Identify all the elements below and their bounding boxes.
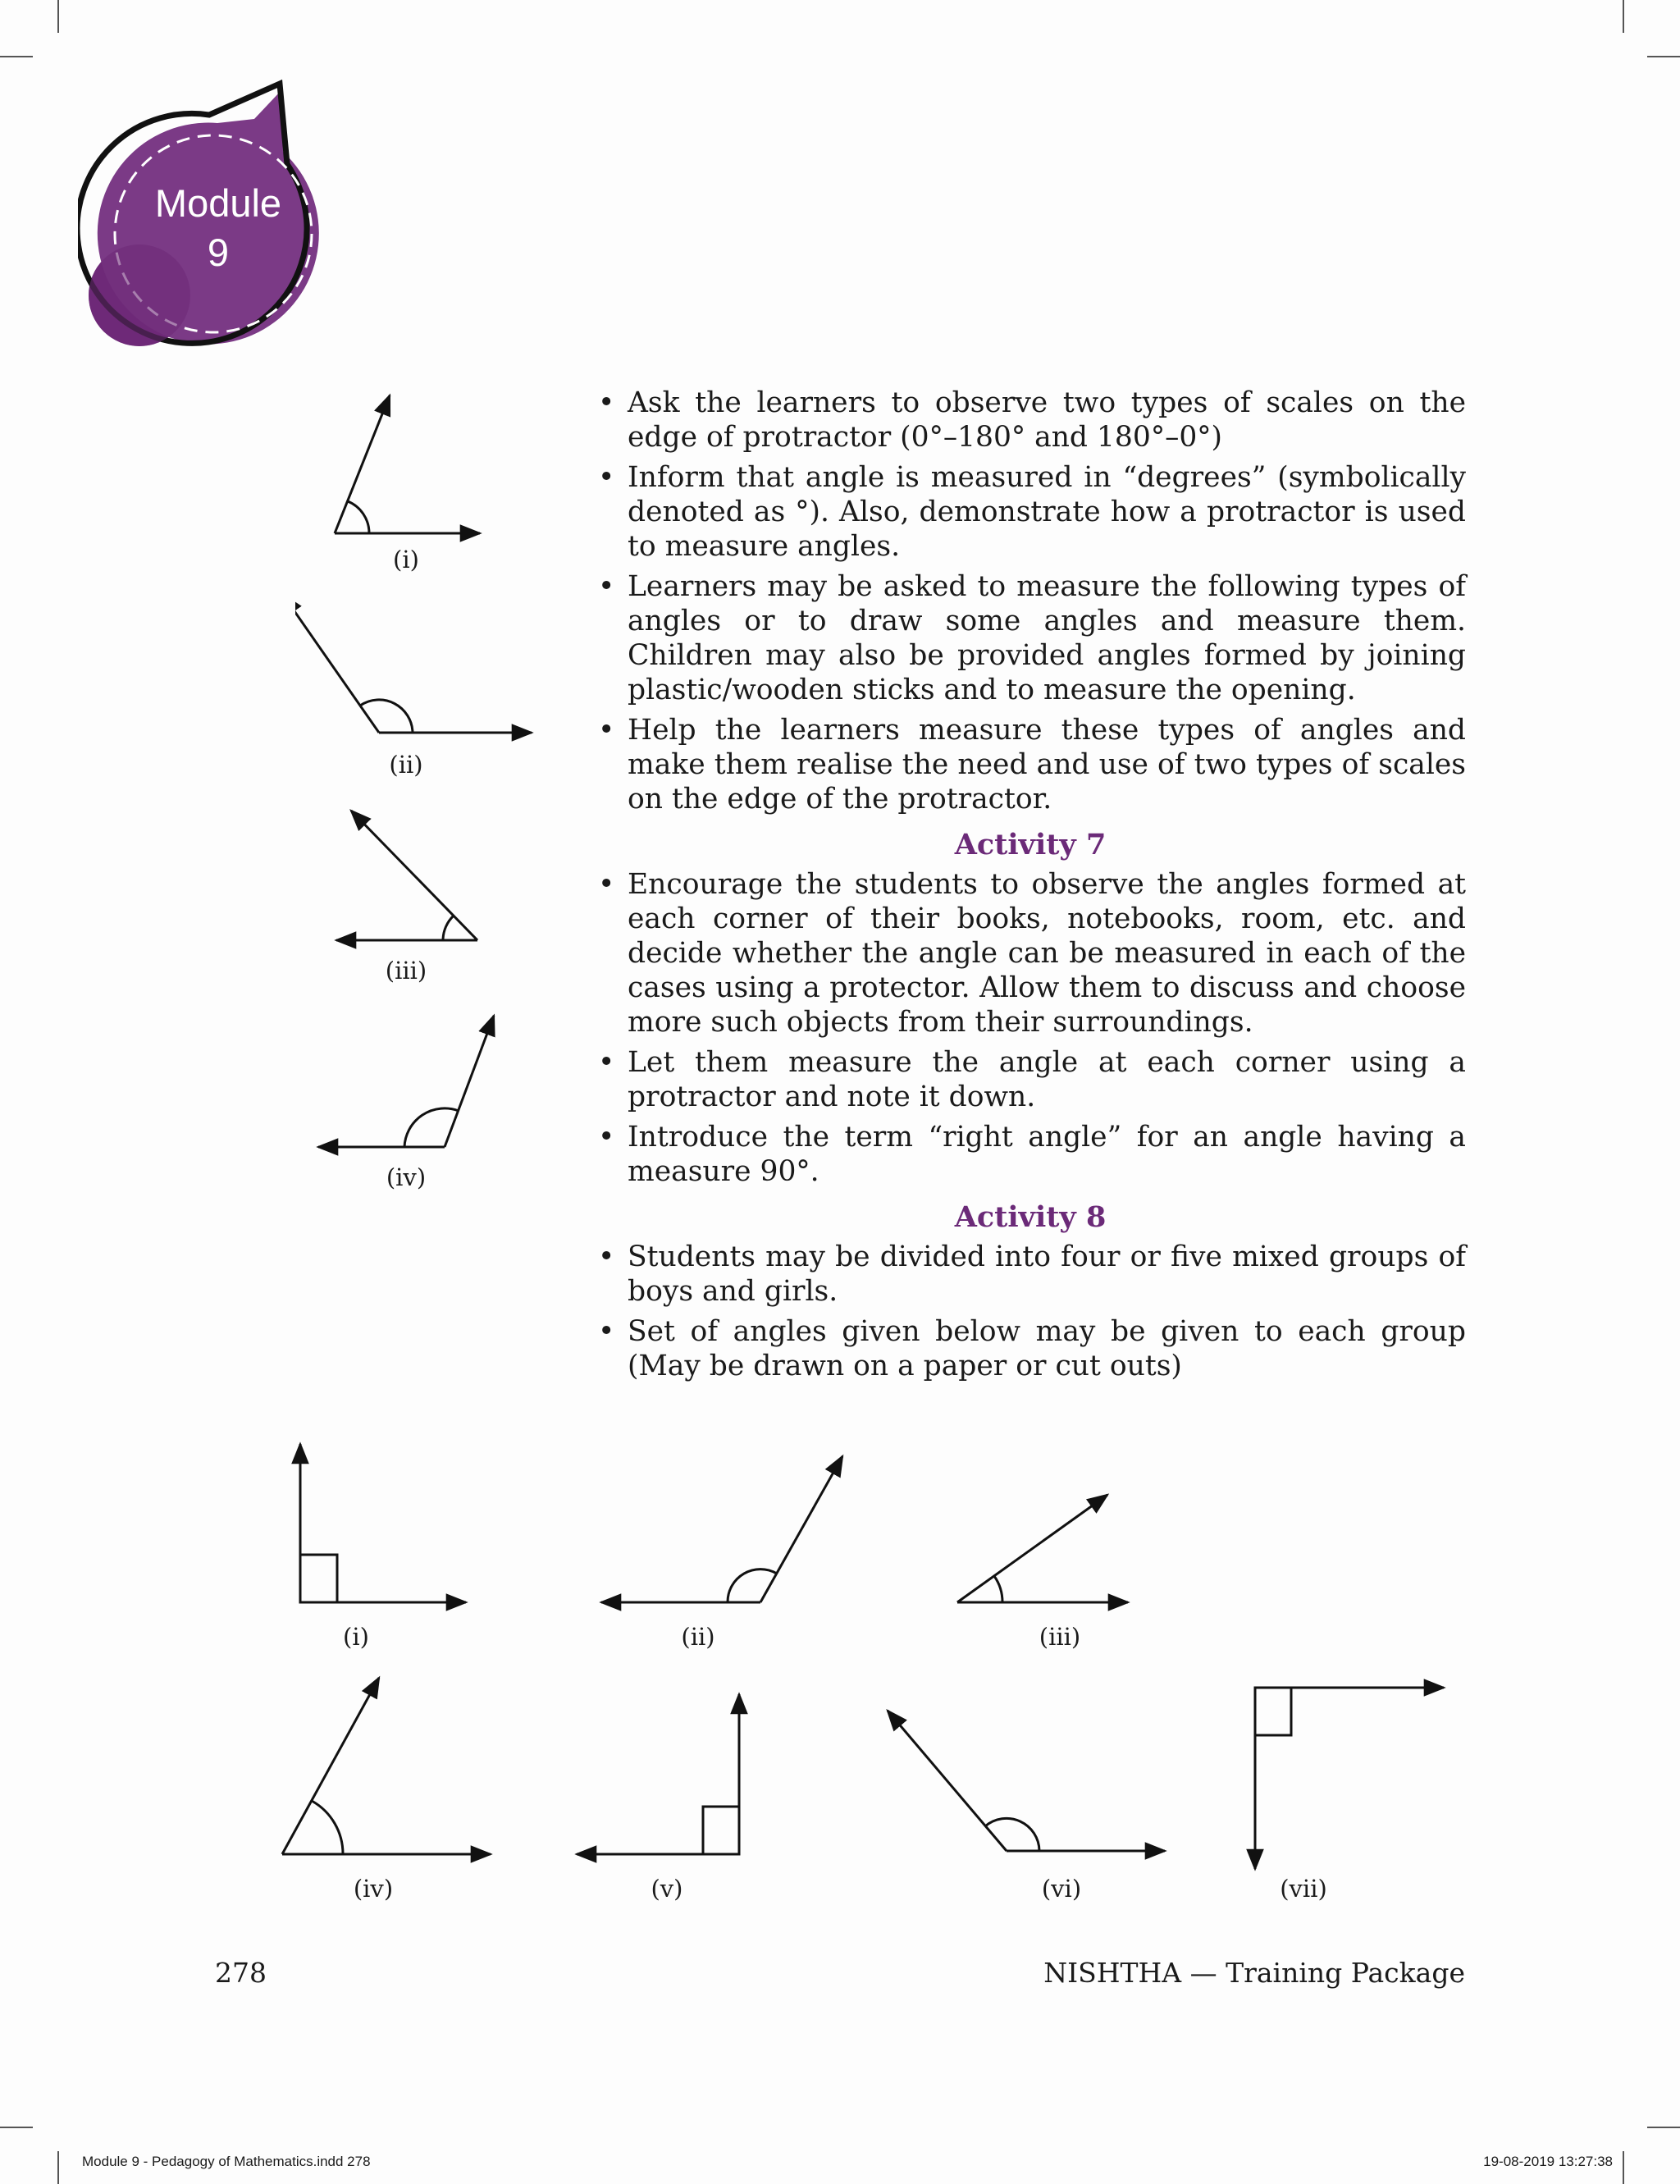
crop-mark	[1647, 2127, 1680, 2128]
bullet-item: • Help the learners measure these types of angles and make them realise the need and use of two types of scales on the edge of the protractor.	[595, 713, 1466, 816]
crop-mark	[0, 2127, 33, 2128]
bullet-item: • Students may be divided into four or five mixed groups of boys and girls.	[595, 1240, 1466, 1309]
page-number: 278	[215, 1957, 267, 1989]
bottom-angle-figure-v	[577, 1694, 739, 1854]
main-content	[595, 386, 1466, 1389]
bullet-item: • Introduce the term “right angle” for an angle having a measure 90°.	[595, 1120, 1466, 1189]
bullet-item: • Ask the learners to observe two types of scales on the edge of protractor (0°–180° and 180°–0°)	[595, 386, 1466, 455]
bullet-item: • Learners may be asked to measure the following types of angles or to draw some angles and measure them. Children may also be provided angles formed by joining plastic/wooden sticks and to measure the opening.	[595, 569, 1466, 707]
bottom-angle-figure-i	[300, 1444, 466, 1602]
side-angle-figures	[295, 386, 566, 1190]
bottom-figure-label: (iv)	[353, 1875, 394, 1903]
side-angle-figure-ii	[295, 595, 532, 733]
intro-bullets	[595, 386, 1466, 816]
bottom-figure-label: (ii)	[681, 1623, 715, 1651]
activity-7-bullets	[595, 867, 1466, 1189]
side-figure-label: (iii)	[385, 957, 427, 985]
crop-mark	[57, 2151, 59, 2184]
side-angle-figure-iii	[336, 811, 477, 940]
bottom-figure-label: (v)	[651, 1875, 683, 1903]
print-slug-date: 19-08-2019 13:27:38	[1483, 2154, 1613, 2169]
running-footer-title: NISHTHA — Training Package	[1043, 1957, 1465, 1989]
bullet-item: • Encourage the students to observe the angles formed at each corner of their books, notebooks, room, etc. and decide whether the angle can be measured in each of the cases using a protector. Allow them to discuss and choose more such objects from their surroundings.	[595, 867, 1466, 1039]
bullet-item: • Inform that angle is measured in “degrees” (symbolically denoted as °). Also, demonstrate how a protractor is used to measure angles.	[595, 460, 1466, 564]
module-label: Module	[154, 181, 282, 225]
side-angle-figure-iv	[318, 1016, 494, 1147]
crop-mark	[1623, 2151, 1624, 2184]
crop-mark	[0, 56, 33, 57]
module-number: 9	[207, 231, 230, 274]
bottom-angle-figures	[271, 1428, 1460, 1920]
bottom-figure-label: (vi)	[1041, 1875, 1082, 1903]
activity-8-bullets	[595, 1240, 1466, 1383]
bottom-figure-label: (vii)	[1280, 1875, 1327, 1903]
bullet-item: • Let them measure the angle at each corner using a protractor and note it down.	[595, 1045, 1466, 1114]
bottom-angle-figure-vi	[888, 1711, 1165, 1851]
crop-mark	[1623, 0, 1624, 33]
bottom-angle-figure-vii	[1255, 1688, 1444, 1869]
side-figure-label: (iv)	[386, 1163, 427, 1190]
module-badge-label	[123, 179, 313, 277]
crop-mark	[1647, 56, 1680, 57]
bullet-item: • Set of angles given below may be given to each group (May be drawn on a paper or cut outs)	[595, 1314, 1466, 1383]
activity-8-heading: Activity 8	[954, 1200, 1107, 1234]
bottom-angle-figure-iv	[282, 1678, 491, 1854]
activity-7-heading: Activity 7	[954, 828, 1107, 861]
crop-mark	[57, 0, 59, 33]
side-figure-label: (i)	[393, 546, 419, 573]
side-angle-figure-i	[335, 395, 480, 533]
bottom-figure-label: (i)	[343, 1623, 369, 1651]
print-slug-filename: Module 9 - Pedagogy of Mathematics.indd 278	[82, 2154, 371, 2169]
bottom-figure-label: (iii)	[1039, 1623, 1081, 1651]
bottom-angle-figure-ii	[601, 1456, 842, 1602]
bottom-angle-figure-iii	[957, 1495, 1128, 1602]
side-figure-label: (ii)	[389, 751, 423, 779]
